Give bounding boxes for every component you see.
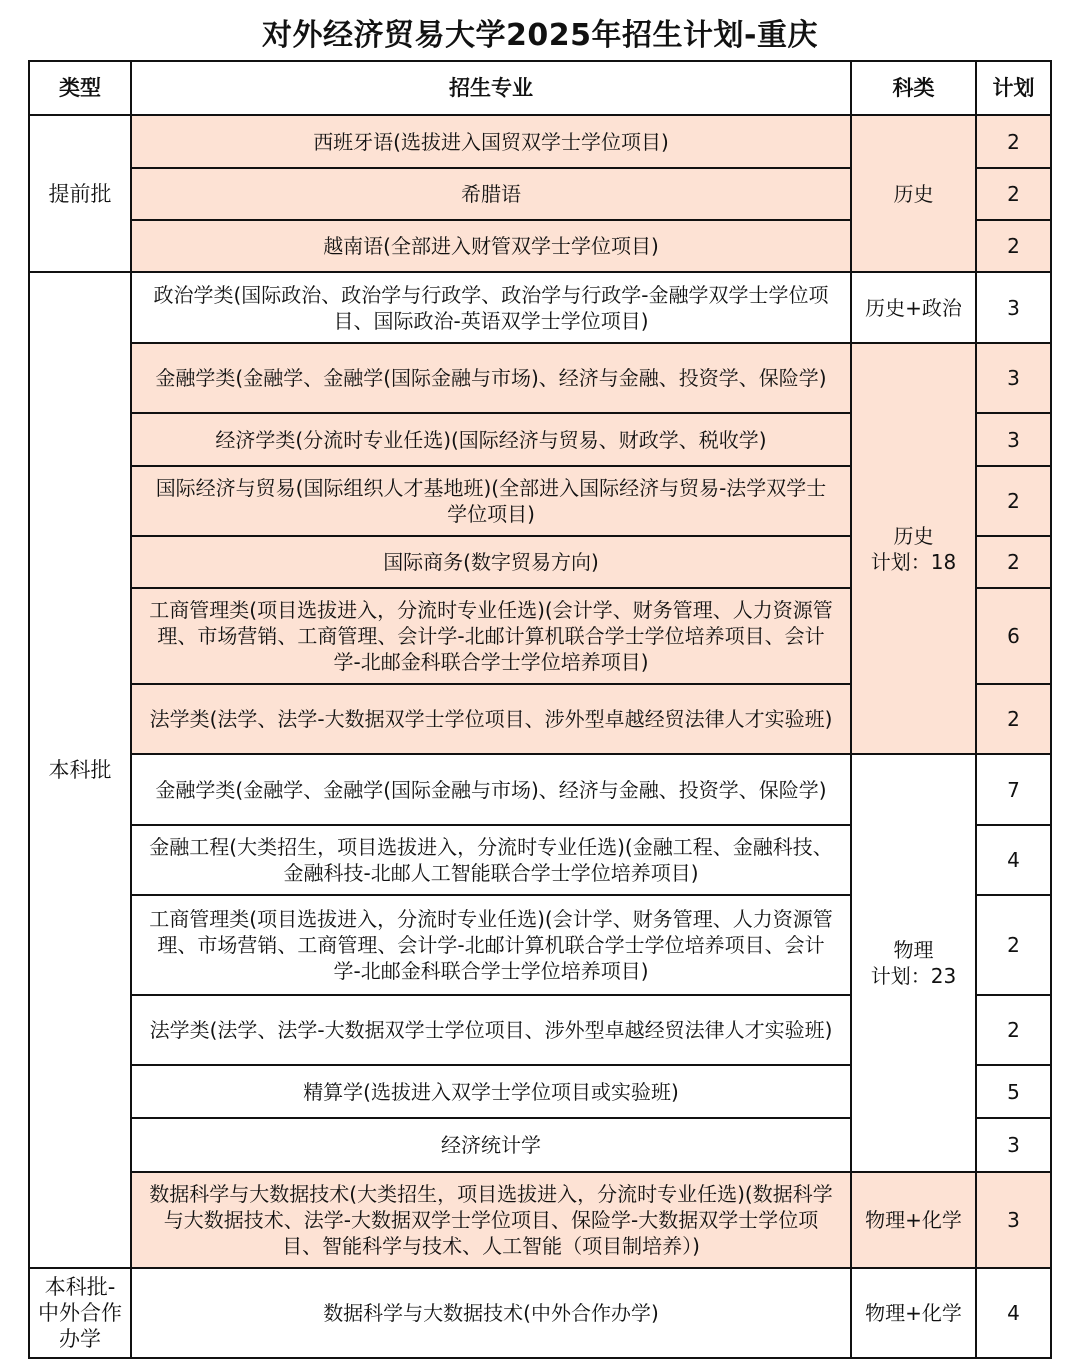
major-cell: 精算学(选拔进入双学士学位项目或实验班) [131,1065,851,1118]
major-cell: 数据科学与大数据技术(大类招生，项目选拔进入，分流时专业任选)(数据科学与大数据技术、法学-大数据双学士学位项目、保险学-大数据双学士学位项目、智能科学与技术、人工智能（项目制培养）) [131,1172,851,1268]
subject-history [851,343,976,754]
major-cell: 经济学类(分流时专业任选)(国际经济与贸易、财政学、税收学) [131,413,851,466]
major-cell: 西班牙语(选拔进入国贸双学士学位项目) [131,115,851,168]
plan-cell: 7 [976,754,1051,825]
plan-cell: 4 [976,825,1051,895]
major-cell: 经济统计学 [131,1118,851,1172]
plan-cell: 2 [976,995,1051,1065]
subject-physics-plan: 计划：23 [870,964,957,988]
subject-history-name: 历史 [893,523,934,548]
plan-cell: 3 [976,1172,1051,1268]
major-cell: 法学类(法学、法学-大数据双学士学位项目、涉外型卓越经贸法律人才实验班) [131,684,851,754]
table-row [29,343,1051,413]
plan-cell: 5 [976,1065,1051,1118]
major-cell: 工商管理类(项目选拔进入，分流时专业任选)(会计学、财务管理、人力资源管理、市场营销、工商管理、会计学-北邮计算机联合学士学位培养项目、会计学-北邮金科联合学士学位培养项目) [131,895,851,995]
subject-datasci: 物理+化学 [851,1172,976,1268]
table-row [29,1268,1051,1358]
batch-coop: 本科批-中外合作办学 [29,1268,131,1358]
plan-cell: 3 [976,413,1051,466]
plan-cell: 2 [976,684,1051,754]
major-cell: 数据科学与大数据技术(中外合作办学) [131,1268,851,1358]
plan-cell: 3 [976,1118,1051,1172]
subject-politics: 历史+政治 [851,272,976,343]
table-row [29,1172,1051,1268]
subject-coop: 物理+化学 [851,1268,976,1358]
table-row [29,754,1051,825]
header-plan: 计划 [976,61,1051,115]
plan-cell: 4 [976,1268,1051,1358]
plan-cell: 3 [976,272,1051,343]
plan-cell: 2 [976,536,1051,588]
subject-history-plan: 计划：18 [870,549,957,574]
plan-cell: 2 [976,115,1051,168]
table-header-row [29,61,1051,115]
major-cell: 金融学类(金融学、金融学(国际金融与市场)、经济与金融、投资学、保险学) [131,754,851,825]
plan-cell: 2 [976,220,1051,272]
table-row [29,115,1051,168]
major-cell: 法学类(法学、法学-大数据双学士学位项目、涉外型卓越经贸法律人才实验班) [131,995,851,1065]
major-cell: 国际商务(数字贸易方向) [131,536,851,588]
major-cell: 金融学类(金融学、金融学(国际金融与市场)、经济与金融、投资学、保险学) [131,343,851,413]
major-cell: 希腊语 [131,168,851,220]
header-major: 招生专业 [131,61,851,115]
major-cell: 工商管理类(项目选拔进入，分流时专业任选)(会计学、财务管理、人力资源管理、市场营销、工商管理、会计学-北邮计算机联合学士学位培养项目、会计学-北邮金科联合学士学位培养项目) [131,588,851,684]
batch-early: 提前批 [29,115,131,272]
table-row [29,272,1051,343]
plan-cell: 2 [976,466,1051,536]
plan-cell: 6 [976,588,1051,684]
batch-undergrad: 本科批 [29,272,131,1268]
header-subject: 科类 [851,61,976,115]
subject-physics-name: 物理 [893,938,934,962]
page-title: 对外经济贸易大学2025年招生计划-重庆 [262,18,818,53]
major-cell: 金融工程(大类招生，项目选拔进入，分流时专业任选)(金融工程、金融科技、金融科技-北邮人工智能联合学士学位培养项目) [131,825,851,895]
subject-early: 历史 [851,115,976,272]
plan-cell: 2 [976,168,1051,220]
header-type: 类型 [29,61,131,115]
major-cell: 国际经济与贸易(国际组织人才基地班)(全部进入国际经济与贸易-法学双学士学位项目) [131,466,851,536]
admission-plan-table [28,60,1052,1359]
plan-cell: 2 [976,895,1051,995]
major-cell: 政治学类(国际政治、政治学与行政学、政治学与行政学-金融学双学士学位项目、国际政治-英语双学士学位项目) [131,272,851,343]
major-cell: 越南语(全部进入财管双学士学位项目) [131,220,851,272]
subject-physics [851,754,976,1172]
plan-cell: 3 [976,343,1051,413]
